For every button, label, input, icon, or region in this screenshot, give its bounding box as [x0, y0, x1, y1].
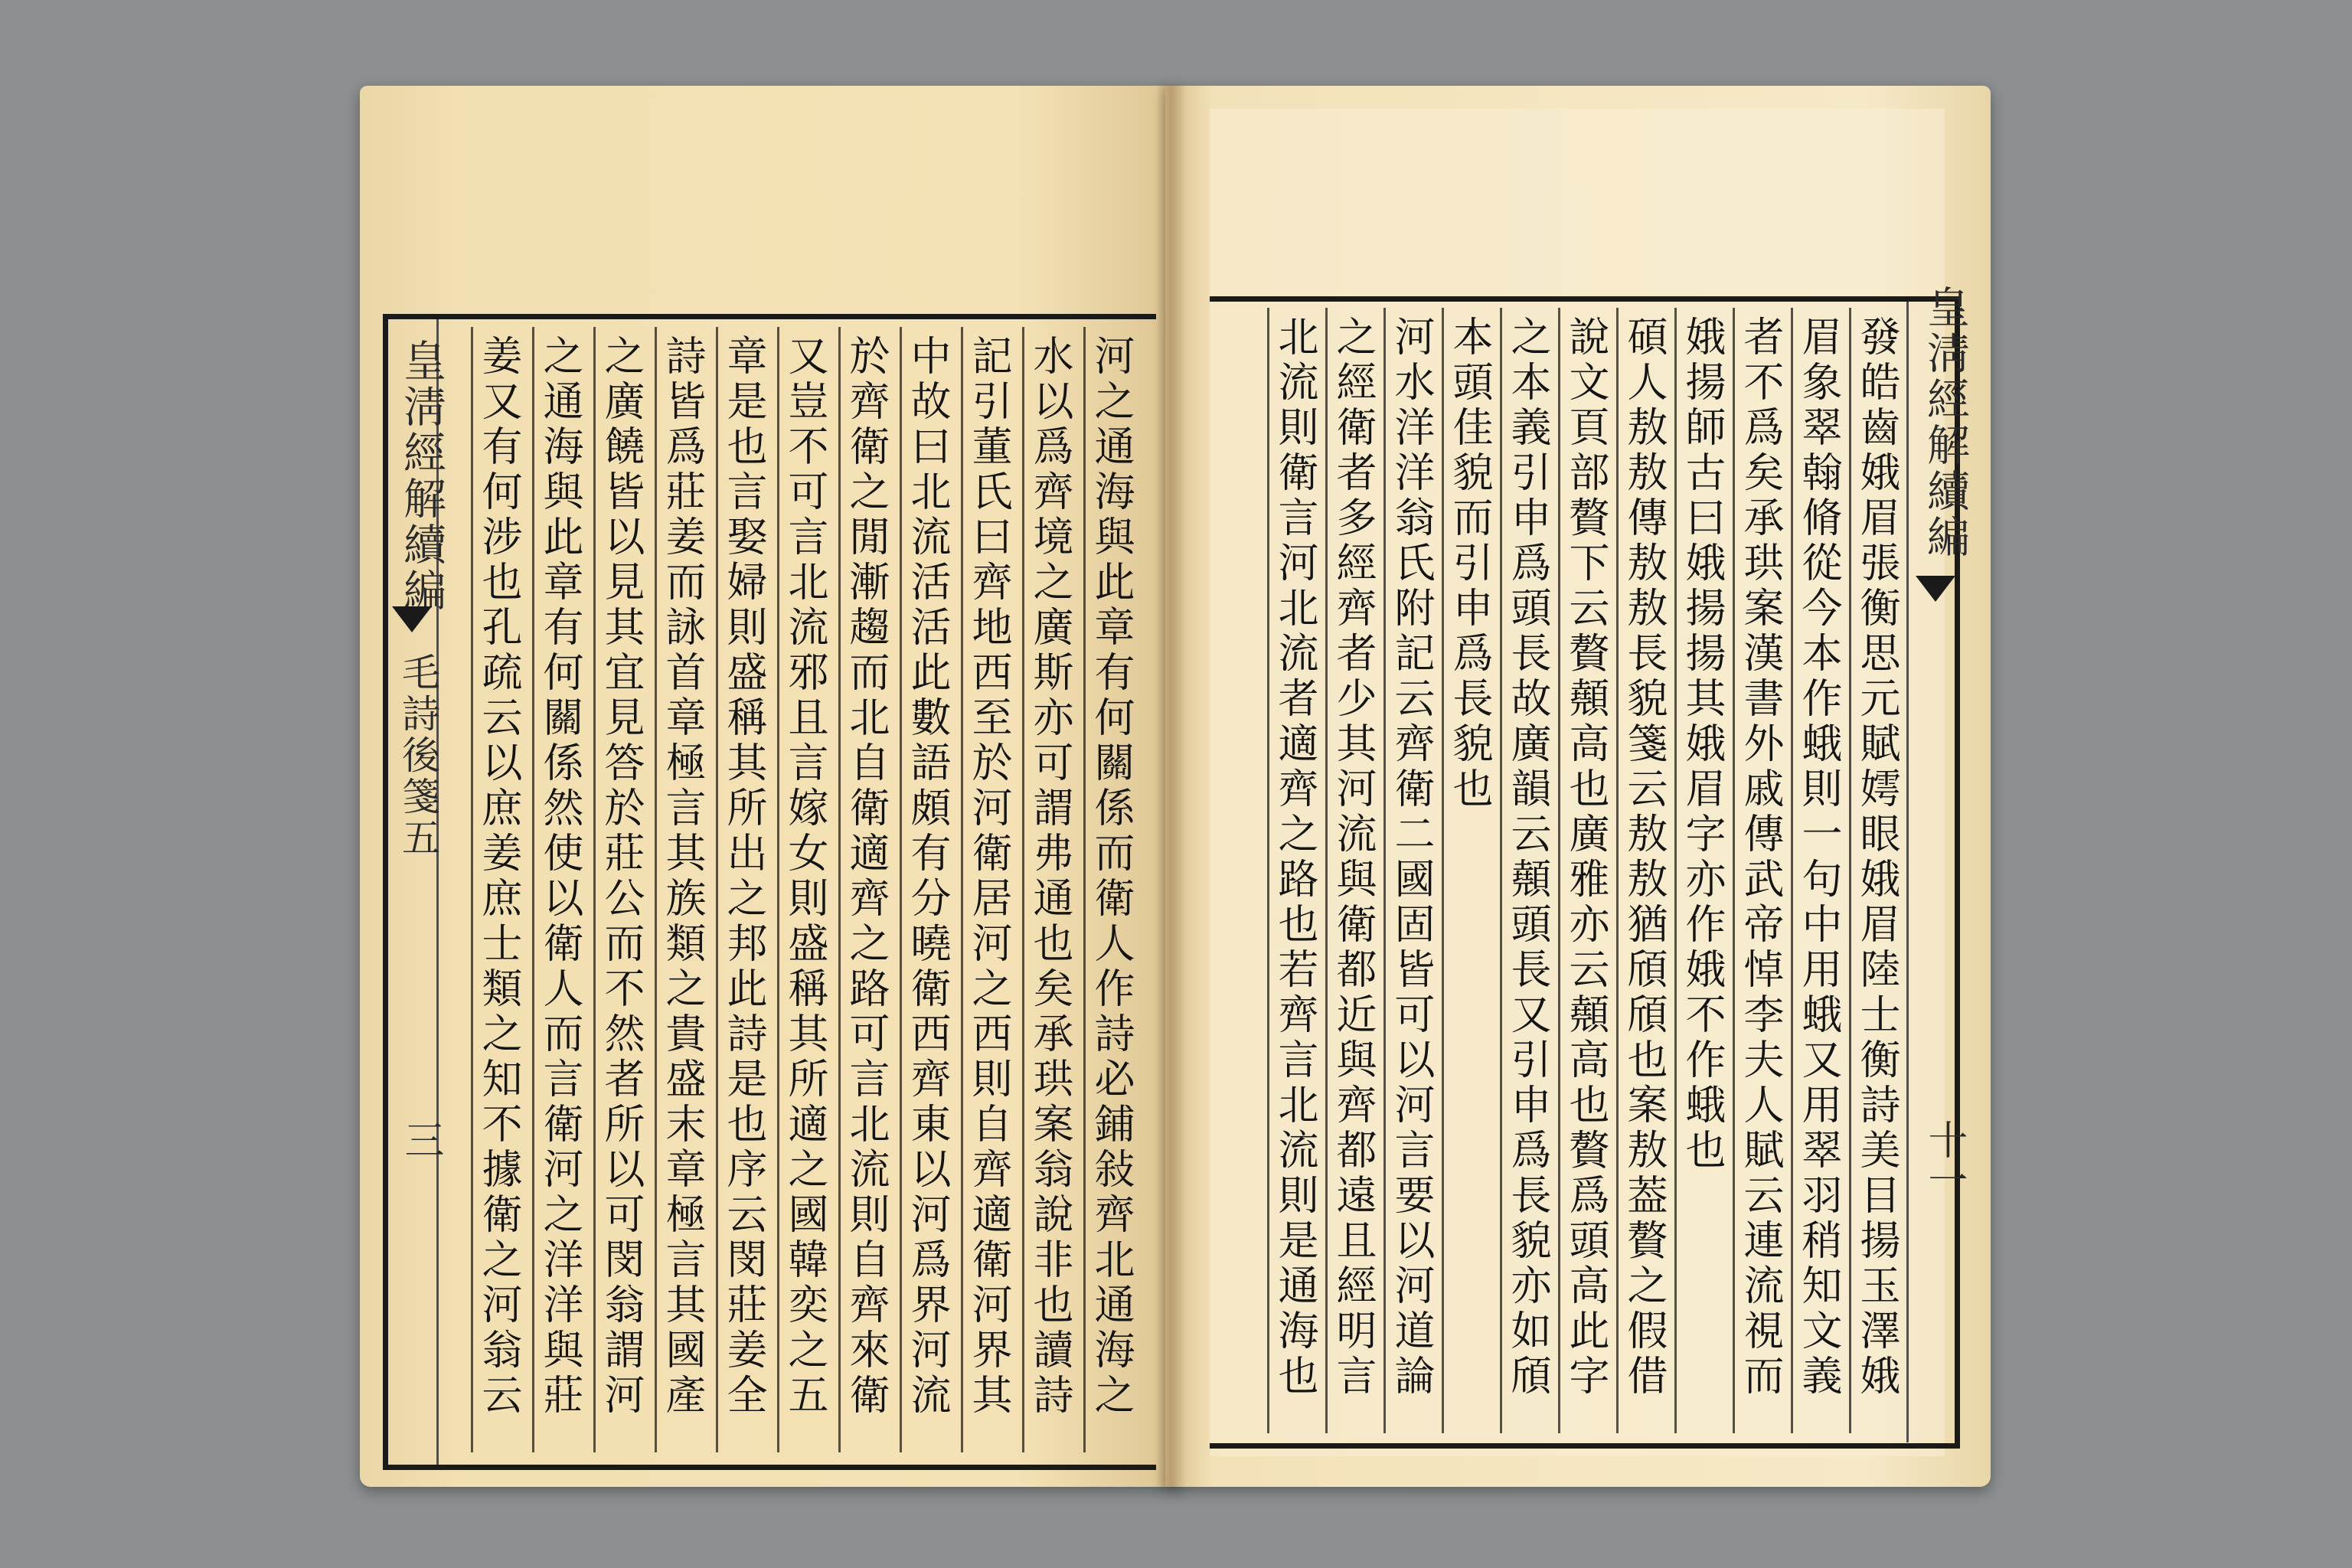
right-text-column: 說文頁部贅下云贅顤高也廣雅亦云顤高也贅爲頭高此字 [1563, 315, 1609, 1400]
left-text-column: 姜又有何涉也孔疏云以庶姜庶士類之知不據衛之河翁云 [475, 335, 522, 1419]
fish-tail-mark-right [1916, 576, 1955, 602]
left-text-column: 於齊衛之閒漸趨而北自衛適齊之路可言北流則自齊來衛 [843, 335, 890, 1419]
open-book [360, 86, 1991, 1487]
left-column-rule [777, 327, 779, 1452]
left-text-column: 章是也言娶婦則盛稱其所出之邦此詩是也序云閔莊姜全 [720, 335, 767, 1419]
left-column-rule [471, 327, 473, 1452]
left-column-rule [532, 327, 534, 1452]
right-text-column: 者不爲矣承珙案漢書外戚傳武帝悼李夫人賦云連流視而 [1737, 315, 1784, 1400]
left-text-column: 水以爲齊境之廣斯亦可謂弗通也矣承珙案翁說非也讀詩 [1027, 335, 1073, 1419]
right-column-rule [1849, 308, 1851, 1433]
left-column-rule [1083, 327, 1086, 1452]
book-gutter [1156, 86, 1187, 1487]
right-folio: 十一 [1921, 1119, 1967, 1199]
left-text-column: 記引董氏曰齊地西至於河衛居河之西則自齊適衛河界其 [965, 335, 1012, 1419]
right-column-rule [1674, 308, 1677, 1433]
left-column-rule [593, 327, 596, 1452]
left-column-rule [838, 327, 841, 1452]
right-column-rule [1791, 308, 1793, 1433]
left-column-rule [1022, 327, 1024, 1452]
right-column-rule [1616, 308, 1619, 1433]
left-column-rule [900, 327, 902, 1452]
right-text-column: 之本義引申爲頭長故廣韻云顤頭長又引申爲長貌亦如頎 [1504, 315, 1551, 1400]
left-text-column: 之廣饒皆以見其宜見答於莊公而不然者所以可閔翁謂河 [598, 335, 645, 1419]
left-text-column: 詩皆爲莊姜而詠首章極言其族類之貴盛末章極言其國產 [659, 335, 706, 1419]
right-column-rule [1500, 308, 1502, 1433]
left-text-column: 中故曰北流活活此數語頗有分曉衛西齊東以河爲界河流 [904, 335, 951, 1419]
left-folio: 三 [397, 1119, 443, 1159]
left-banner-section: 毛詩後箋五 [396, 652, 440, 859]
right-column-rule [1442, 308, 1444, 1433]
left-text-column: 之通海與此章有何關係然使以衛人而言衛河之洋洋與莊 [537, 335, 583, 1419]
right-text-column: 發皓齒娥眉張衡思元賦嫮眼娥眉陸士衡詩美目揚玉澤娥 [1854, 315, 1900, 1400]
right-banner-title: 皇淸經解續編 [1920, 285, 1970, 560]
right-text-column: 北流則衛言河北流者適齊之路也若齊言北流則是通海也 [1272, 315, 1318, 1400]
right-text-column: 本頭佳貌而引申爲長貌也 [1446, 315, 1493, 812]
left-banner-title: 皇淸經解續編 [397, 338, 446, 614]
left-text-column: 又豈不可言北流邪且言嫁女則盛稱其所適之國韓奕之五 [782, 335, 828, 1419]
right-column-rule [1733, 308, 1735, 1433]
right-text-column: 河水洋洋翁氏附記云齊衛二國固皆可以河言要以河道論 [1388, 315, 1435, 1400]
right-column-rule [1325, 308, 1328, 1433]
left-column-rule [655, 327, 657, 1452]
banner-rule-right [1906, 302, 1909, 1442]
right-column-rule [1267, 308, 1269, 1433]
right-text-column: 眉象翠翰脩從今本作蛾則一句中用蛾又用翠羽稍知文義 [1795, 315, 1842, 1400]
right-text-column: 碩人敖敖傳敖敖長貌箋云敖敖猶頎頎也案敖葢贅之假借 [1621, 315, 1668, 1400]
left-text-column: 河之通海與此章有何關係而衛人作詩必鋪敍齊北通海之 [1088, 335, 1135, 1419]
left-column-rule [961, 327, 963, 1452]
left-column-rule [716, 327, 718, 1452]
right-column-rule [1558, 308, 1560, 1433]
right-text-column: 之經衛者多經齊者少其河流與衛都近與齊都遠且經明言 [1330, 315, 1377, 1400]
right-text-column: 娥揚師古曰娥揚揚其娥眉字亦作娥不作蛾也 [1679, 315, 1726, 1174]
right-column-rule [1383, 308, 1386, 1433]
fish-tail-mark [392, 606, 432, 632]
